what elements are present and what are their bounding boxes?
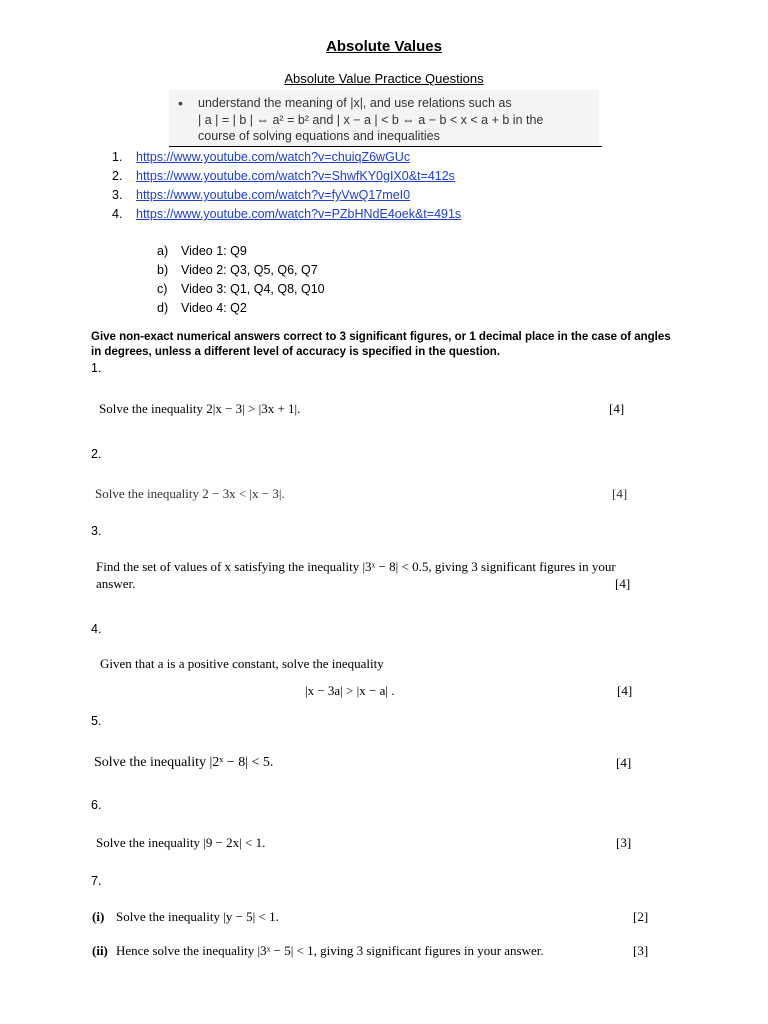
question-text: Solve the inequality 2 − 3x < |x − 3|. [95, 486, 285, 501]
video-mapping-text: Video 2: Q3, Q5, Q6, Q7 [181, 263, 318, 277]
video-letter: c) [157, 282, 168, 296]
link-item-4 [112, 207, 461, 221]
link-number: 4. [112, 207, 123, 221]
video-link[interactable]: https://www.youtube.com/watch?v=fyVwQ17meI0 [136, 188, 411, 202]
question-marks: [4] [609, 401, 625, 416]
question-text: Find the set of values of x satisfying the inequality |3ˣ − 8| < 0.5, giving 3 significant figures in your [96, 559, 616, 574]
question-marks: [4] [615, 576, 631, 591]
video-mapping-a [157, 244, 247, 258]
instructions-text: Give non-exact numerical answers correct to 3 significant figures, or 1 decimal place in the case of angles in degrees, unless a different level of accuracy is specified in the question. [91, 331, 671, 358]
question-marks: [4] [617, 683, 633, 698]
question-part-text: Solve the inequality |y − 5| < 1. [116, 909, 279, 924]
question-number: 3. [91, 524, 102, 538]
video-mapping-c [157, 282, 325, 296]
link-number: 1. [112, 150, 123, 164]
question-text-continued: answer. [96, 576, 136, 591]
objective-divider [169, 146, 602, 147]
question-number: 4. [91, 622, 102, 636]
objective-line-1: understand the meaning of |x|, and use relations such as [198, 96, 512, 110]
question-marks: [4] [616, 755, 632, 770]
question-marks: [2] [633, 909, 649, 924]
question-number: 2. [91, 447, 102, 461]
question-text: Solve the inequality 2|x − 3| > |3x + 1|. [99, 401, 301, 416]
question-number: 5. [91, 714, 102, 728]
video-mapping-text: Video 4: Q2 [181, 301, 247, 315]
link-number: 2. [112, 169, 123, 183]
video-mapping-b [157, 263, 318, 277]
question-number: 1. [91, 361, 102, 375]
question-part-label: (ii) [92, 943, 108, 958]
question-part-text: Hence solve the inequality |3ˣ − 5| < 1, giving 3 significant figures in your answer. [116, 943, 544, 958]
question-expression: |x − 3a| > |x − a| . [305, 683, 395, 698]
objective-line-2: | a | = | b | ⇔ a² = b² and | x − a | < b ⇔ a − b < x < a + b in the [198, 113, 544, 127]
video-letter: b) [157, 263, 169, 277]
video-letter: a) [157, 244, 169, 258]
video-letter: d) [157, 301, 169, 315]
question-marks: [3] [633, 943, 649, 958]
question-number: 7. [91, 874, 102, 888]
video-link[interactable]: https://www.youtube.com/watch?v=ShwfKY0gIX0&t=412s [136, 169, 455, 183]
question-number: 6. [91, 798, 102, 812]
link-item-2 [112, 169, 455, 183]
video-mapping-d [157, 301, 247, 315]
objective-line-3: course of solving equations and inequalities [198, 129, 440, 143]
video-link[interactable]: https://www.youtube.com/watch?v=chuiqZ6wGUc [136, 150, 411, 164]
video-mapping-text: Video 1: Q9 [181, 244, 247, 258]
question-text: Solve the inequality |9 − 2x| < 1. [96, 835, 266, 850]
page-title: Absolute Values [326, 38, 442, 55]
question-marks: [4] [612, 486, 628, 501]
link-number: 3. [112, 188, 123, 202]
video-link[interactable]: https://www.youtube.com/watch?v=PZbHNdE4oek&t=491s [136, 207, 462, 221]
question-text: Given that a is a positive constant, solve the inequality [100, 656, 384, 671]
question-text: Solve the inequality |2ˣ − 8| < 5. [94, 755, 274, 770]
link-item-1 [112, 150, 410, 164]
page-subtitle: Absolute Value Practice Questions [284, 71, 484, 86]
video-mapping-text: Video 3: Q1, Q4, Q8, Q10 [181, 282, 325, 296]
objective-bullet: • [178, 95, 183, 111]
link-item-3 [112, 188, 410, 202]
question-part-label: (i) [92, 909, 105, 924]
question-marks: [3] [616, 835, 632, 850]
